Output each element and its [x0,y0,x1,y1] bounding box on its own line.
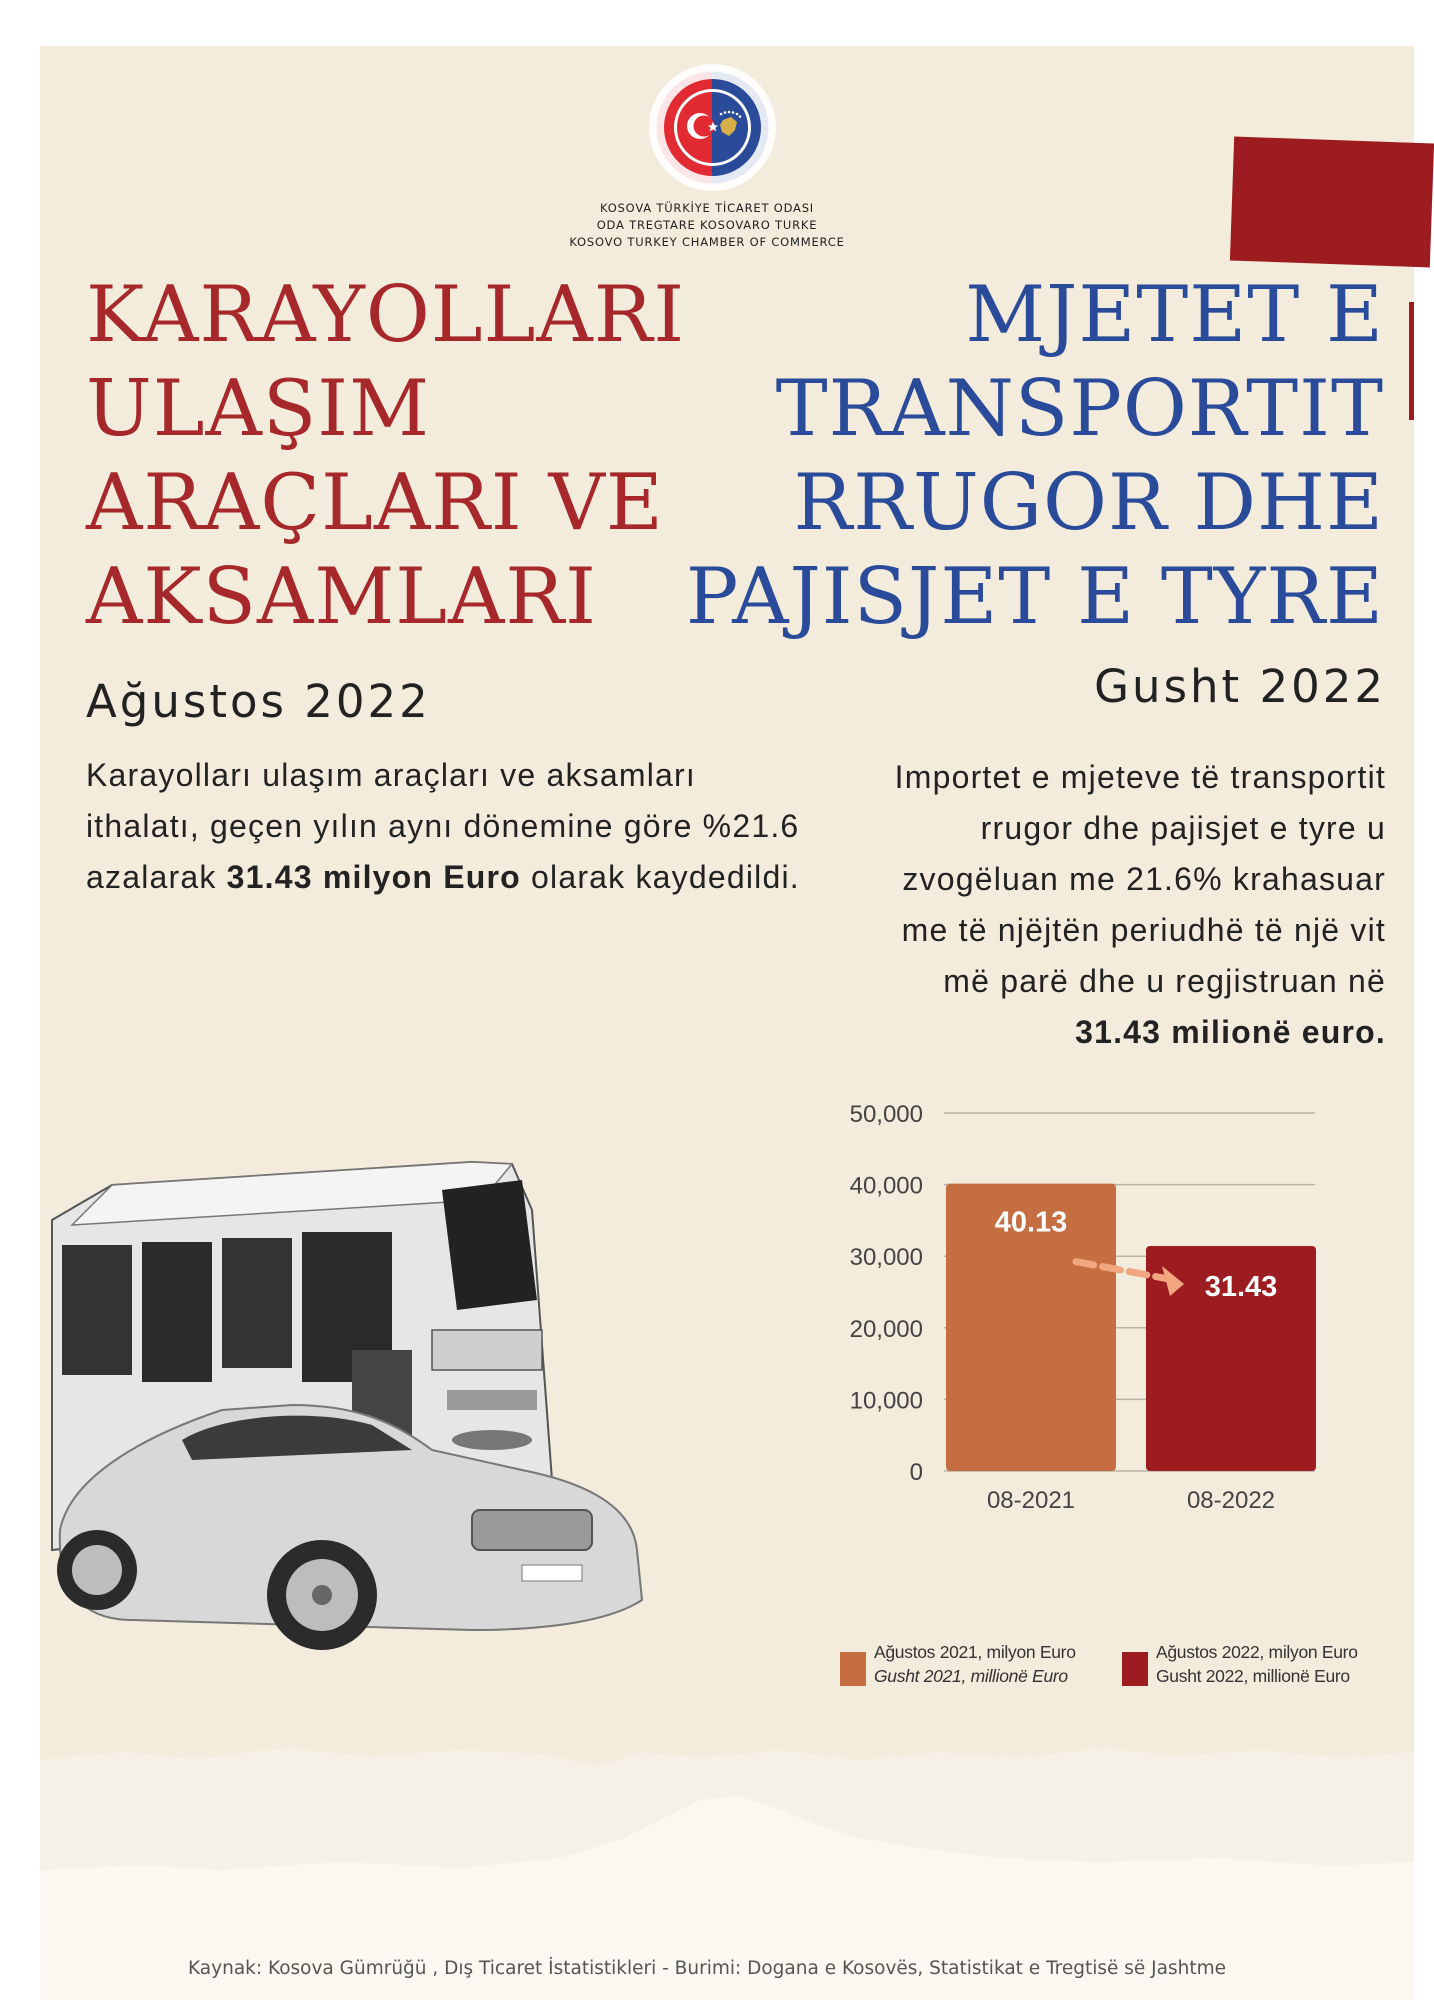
para-tr-text-end: olarak kaydedildi. [520,859,800,895]
para-sq-line: rrugor dhe pajisjet e tyre u [980,810,1386,846]
para-tr-bold: 31.43 milyon Euro [226,859,521,895]
y-tick-label: 20,000 [849,1315,923,1343]
para-sq-line: Importet e mjeteve të transportit [894,759,1386,795]
para-sq-bold: 31.43 milionë euro. [1075,1014,1386,1050]
bar-chart [820,1080,1380,1514]
organization-names [500,200,914,251]
org-name-tr: KOSOVA TÜRKİYE TİCARET ODASI [600,201,814,215]
title-turkish [86,268,685,644]
legend-2021-line2: Gusht 2021, millionë Euro [874,1666,1068,1686]
bus-and-car-illustration [52,1150,662,1670]
date-turkish: Ağustos 2022 [86,675,431,728]
legend-swatch-2022 [1122,1652,1148,1686]
legend-swatch-2021 [840,1652,866,1686]
legend-2022-line2: Gusht 2022, millionë Euro [1156,1666,1350,1686]
title-tr-line: AKSAMLARI [86,552,597,642]
legend-2021-line1: Ağustos 2021, milyon Euro [874,1642,1076,1662]
para-sq-line: më parë dhe u regjistruan në [943,963,1386,999]
title-sq-line: TRANSPORTIT [775,364,1384,454]
chamber-logo [655,70,770,185]
legend-item-2021 [840,1640,1076,1688]
title-sq-line: MJETET E [965,270,1384,360]
data-label: 40.13 [994,1206,1068,1239]
car-image [57,1405,642,1650]
date-albanian: Gusht 2022 [1094,660,1386,713]
y-tick-label: 30,000 [849,1244,923,1272]
legend-2022-line1: Ağustos 2022, milyon Euro [1156,1642,1358,1662]
y-tick-label: 0 [909,1459,923,1486]
decorative-red-strip [1409,302,1414,420]
title-sq-line: RRUGOR DHE [793,458,1384,548]
paragraph-turkish [86,750,806,903]
title-albanian [686,268,1384,644]
org-name-sq: ODA TREGTARE KOSOVARO TURKE [596,218,818,232]
org-name-en: KOSOVO TURKEY CHAMBER OF COMMERCE [569,235,845,249]
para-sq-line: me të njëjtën periudhë të një vit [901,912,1386,948]
title-tr-line: ARAÇLARI VE [86,458,664,548]
title-sq-line: PAJISJET E TYRE [685,552,1384,642]
para-tr-text: Karayolları ulaşım araçları ve aksamları ithalatı, geçen yılın aynı dönemine göre %21.6 azalarak [86,757,800,895]
legend-item-2022 [1122,1640,1358,1688]
title-tr-line: ULAŞIM [86,364,430,454]
para-sq-line: zvogëluan me 21.6% krahasuar [902,861,1386,897]
chart-legend [840,1640,1400,1700]
decorative-red-rectangle [1230,137,1434,268]
data-label: 31.43 [1204,1270,1278,1303]
y-tick-label: 10,000 [849,1387,923,1415]
paragraph-albanian [786,752,1386,1058]
x-tick-label: 08-2021 [986,1487,1076,1514]
y-tick-label: 50,000 [849,1101,923,1128]
source-footnote: Kaynak: Kosova Gümrüğü , Dış Ticaret İstatistikleri - Burimi: Dogana e Kosovës, Statistikat e Tregtisë së Jashtme [188,1958,1226,1979]
y-tick-label: 40,000 [849,1172,923,1200]
title-tr-line: KARAYOLLARI [86,270,686,360]
x-tick-label: 08-2022 [1186,1487,1276,1514]
